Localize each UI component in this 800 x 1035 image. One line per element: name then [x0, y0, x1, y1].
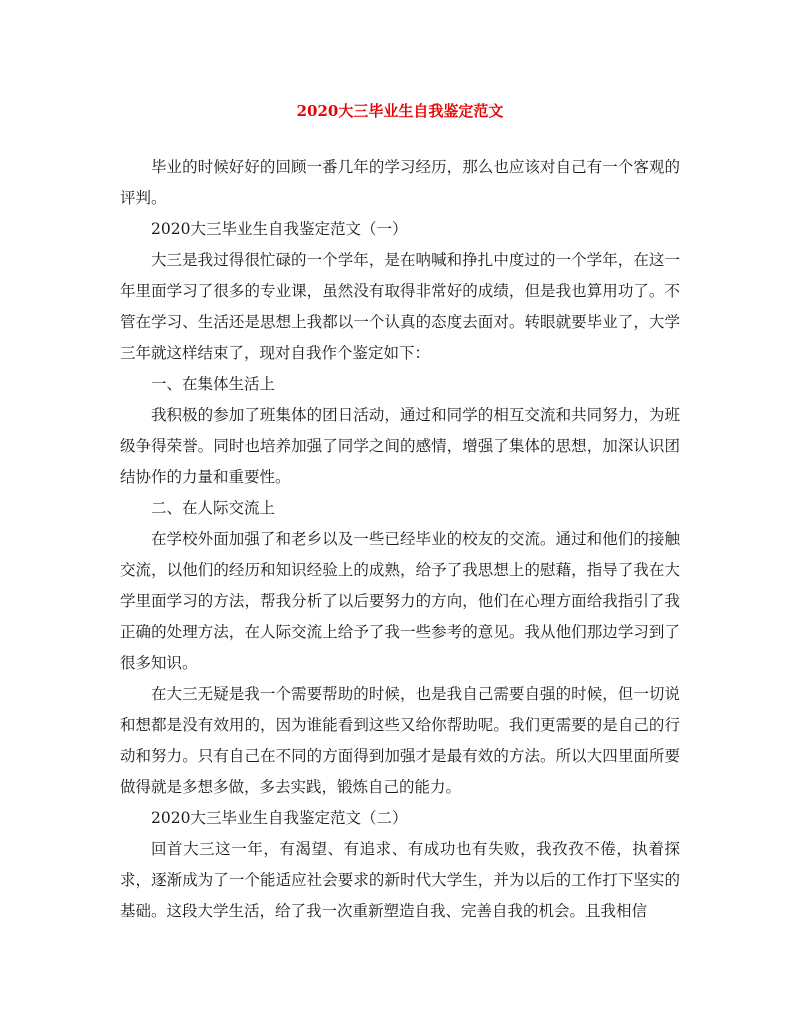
intro-paragraph: 毕业的时候好好的回顾一番几年的学习经历，那么也应该对自己有一个客观的评判。 — [120, 158, 680, 207]
subheading-collective-life: 一、在集体生活上 — [151, 375, 276, 393]
document-body — [120, 152, 680, 927]
body-paragraph: 在大三无疑是我一个需要帮助的时候，也是我自己需要自强的时候，但一切说和想都是没有效用的，因为谁能看到这些又给你帮助呢。我们更需要的是自己的行动和努力。只有自己在不同的方面得到加强才是最有效的方法。所以大四里面所要做得就是多想多做，多去实践，锻炼自己的能力。 — [120, 685, 680, 796]
section-heading-1: 2020大三毕业生自我鉴定范文（一） — [151, 220, 408, 238]
document-title: 2020大三毕业生自我鉴定范文 — [296, 102, 504, 120]
body-paragraph: 大三是我过得很忙碌的一个学年，是在呐喊和挣扎中度过的一个学年，在这一年里面学习了很多的专业课，虽然没有取得非常好的成绩，但是我也算用功了。不管在学习、生活还是思想上我都以一个认真的态度去面对。转眼就要毕业了，大学三年就这样结束了，现对自我作个鉴定如下： — [120, 251, 680, 362]
body-paragraph: 我积极的参加了班集体的团日活动，通过和同学的相互交流和共同努力，为班级争得荣誉。同时也培养加强了同学之间的感情，增强了集体的思想，加深认识团结协作的力量和重要性。 — [120, 406, 680, 486]
subheading-interpersonal: 二、在人际交流上 — [151, 499, 276, 517]
body-paragraph: 在学校外面加强了和老乡以及一些已经毕业的校友的交流。通过和他们的接触交流，以他们的经历和知识经验上的成熟，给予了我思想上的慰藉，指导了我在大学里面学习的方法，帮我分析了以后要努力的方向，他们在心理方面给我指引了我正确的处理方法，在人际交流上给予了我一些参考的意见。我从他们那边学习到了很多知识。 — [120, 530, 680, 672]
body-paragraph: 回首大三这一年，有渴望、有追求、有成功也有失败，我孜孜不倦，执着探求，逐渐成为了一个能适应社会要求的新时代大学生，并为以后的工作打下坚实的基础。这段大学生活，给了我一次重新塑造自我、完善自我的机会。且我相信 — [120, 840, 680, 920]
section-heading-2: 2020大三毕业生自我鉴定范文（二） — [151, 809, 408, 827]
